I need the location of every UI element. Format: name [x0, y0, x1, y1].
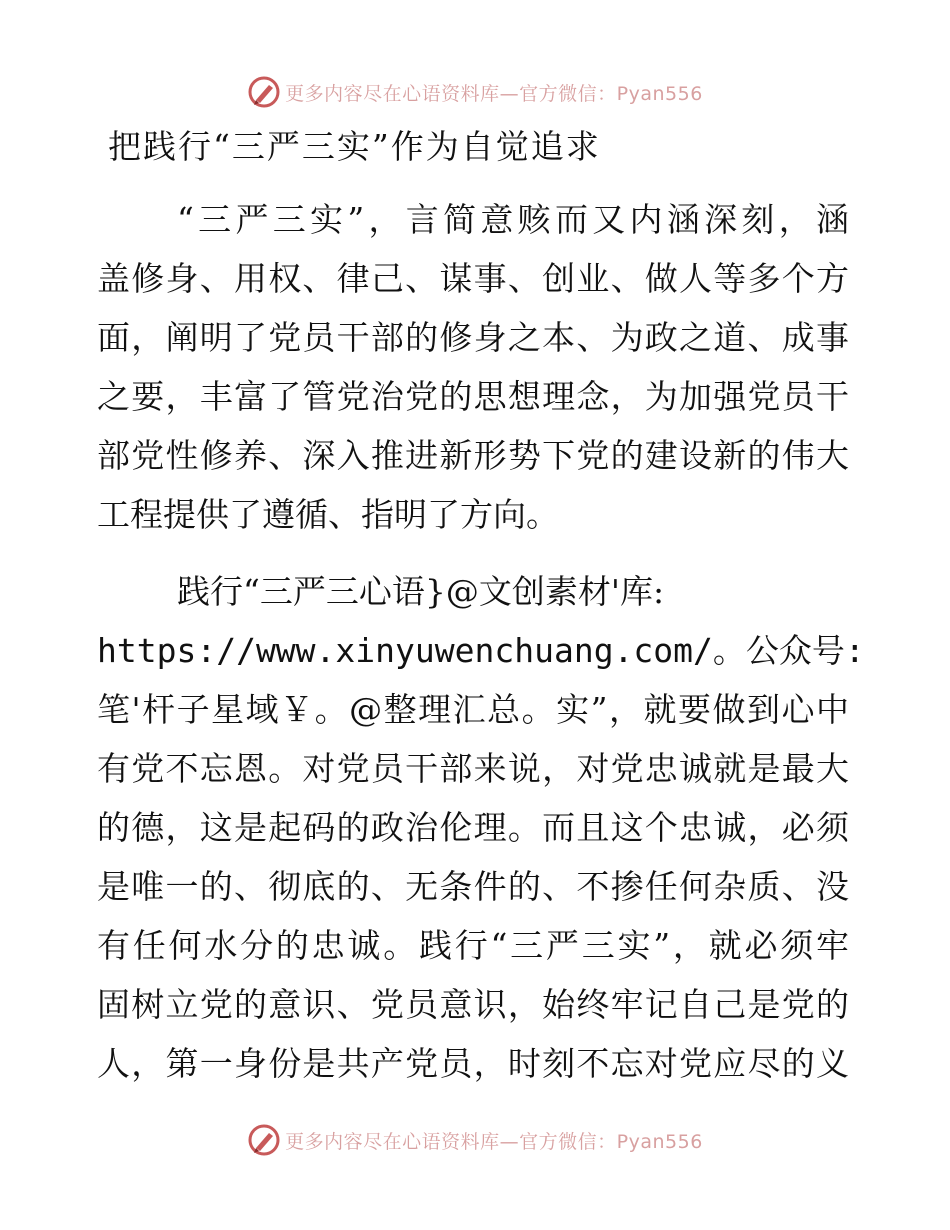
paragraph-2-line: 有党不忘恩。对党员干部来说，对党忠诚就是最大 [97, 749, 849, 788]
paragraph-2-line: 固树立党的意识、党员意识，始终牢记自己是党的 [97, 985, 849, 1024]
paragraph-2-line: 笔'杆子星域￥。@整理汇总。实”，就要做到心中 [97, 690, 849, 729]
paragraph-1-line: 面，阐明了党员干部的修身之本、为政之道、成事 [97, 318, 849, 357]
paragraph-1-line: 盖修身、用权、律己、谋事、创业、做人等多个方 [97, 259, 849, 298]
paragraph-2-line: 人，第一身份是共产党员，时刻不忘对党应尽的义 [97, 1044, 849, 1083]
paragraph-2-line: 有任何水分的忠诚。践行“三严三实”，就必须牢 [97, 926, 849, 965]
paragraph-2-line: 是唯一的、彻底的、无条件的、不掺任何杂质、没 [97, 867, 849, 906]
watermark-text: 更多内容尽在心语资料库—官方微信：Pyan556 [285, 82, 703, 105]
pen-circle-logo-icon [247, 75, 281, 109]
pen-circle-logo-icon [247, 1123, 281, 1157]
paragraph-2-url-line: https://www.xinyuwenchuang.com/。公众号: [97, 631, 865, 670]
paragraph-1-line: “三严三实”，言简意赅而又内涵深刻，涵 [177, 200, 849, 239]
paragraph-1-line: 工程提供了遵循、指明了方向。 [97, 495, 559, 534]
paragraph-2-line: 践行“三严三心语}@文创素材'库: [177, 572, 665, 611]
document-body [97, 190, 865, 1093]
document-title: 把践行“三严三实”作为自觉追求 [108, 127, 601, 166]
paragraph-1-line: 之要，丰富了管党治党的思想理念，为加强党员干 [97, 377, 849, 416]
paragraph-2-line: 的德，这是起码的政治伦理。而且这个忠诚，必须 [97, 808, 849, 847]
footer-watermark [0, 1120, 950, 1160]
paragraph-1-line: 部党性修养、深入推进新形势下党的建设新的伟大 [97, 436, 849, 475]
watermark-text: 更多内容尽在心语资料库—官方微信：Pyan556 [285, 1130, 703, 1153]
header-watermark [0, 72, 950, 112]
